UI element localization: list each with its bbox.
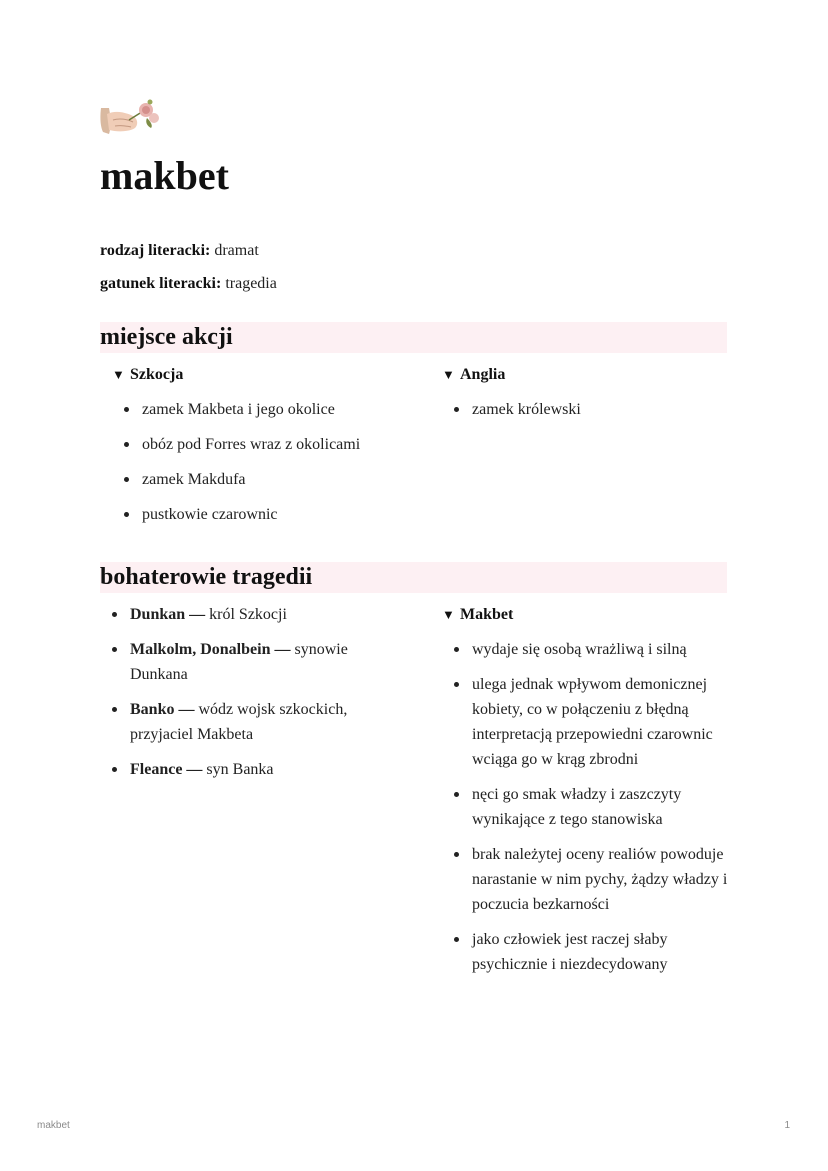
list-item: zamek Makbeta i jego okolice <box>112 397 412 422</box>
list-item: wydaje się osobą wrażliwą i silną <box>442 637 732 662</box>
toggle-block-england <box>442 362 732 422</box>
toggle-block-scotland <box>112 362 412 527</box>
character-name: Malkolm, Donalbein — <box>130 641 291 658</box>
footer-title: makbet <box>37 1120 70 1131</box>
list-macbeth-traits <box>442 637 732 977</box>
list-item: brak należytej oceny realiów powoduje narastanie w nim pychy, żądzy władzy i poczucia bezkarności <box>442 842 732 917</box>
toggle-block-macbeth <box>442 602 732 977</box>
section-heading-characters: bohaterowie tragedii <box>100 562 727 593</box>
list-item: zamek królewski <box>442 397 732 422</box>
toggle-macbeth[interactable] <box>442 602 732 627</box>
character-name: Fleance — <box>130 761 203 778</box>
property-genre-type <box>100 241 259 261</box>
list-item: zamek Makdufa <box>112 467 412 492</box>
list-item: pustkowie czarownic <box>112 502 412 527</box>
toggle-england[interactable] <box>442 362 732 387</box>
page-number: 1 <box>784 1120 790 1131</box>
list-characters <box>100 602 390 782</box>
property-genre <box>100 274 277 294</box>
list-scotland-places <box>112 397 412 527</box>
character-desc: król Szkocji <box>209 606 287 623</box>
character-name: Banko — <box>130 701 195 718</box>
property-label: rodzaj literacki: <box>100 242 211 259</box>
toggle-label: Szkocja <box>130 366 184 383</box>
list-item <box>100 757 390 782</box>
list-item: obóz pod Forres wraz z okolicami <box>112 432 412 457</box>
toggle-scotland[interactable] <box>112 362 412 387</box>
section-heading-setting: miejsce akcji <box>100 322 727 353</box>
list-item: jako człowiek jest raczej słaby psychicznie i niezdecydowany <box>442 927 732 977</box>
toggle-label: Makbet <box>460 606 514 623</box>
list-england-places <box>442 397 732 422</box>
character-desc: wódz wojsk szkockich, przyjaciel Makbeta <box>130 701 348 743</box>
list-item <box>100 697 390 747</box>
list-item: ulega jednak wpływom demonicznej kobiety, co w połączeniu z błędną interpretacją przepowiedni czarownic wciąga go w krąg zbrodni <box>442 672 732 772</box>
property-label: gatunek literacki: <box>100 275 222 292</box>
character-name: Dunkan — <box>130 606 206 623</box>
character-desc: synowie Dunkana <box>130 641 348 683</box>
list-item <box>100 637 390 687</box>
list-item: nęci go smak władzy i zaszczyty wynikające z tego stanowiska <box>442 782 732 832</box>
page-title: makbet <box>100 153 229 198</box>
toggle-label: Anglia <box>460 366 506 383</box>
triangle-down-icon[interactable]: ▼ <box>442 367 455 382</box>
triangle-down-icon[interactable]: ▼ <box>442 607 455 622</box>
character-desc: syn Banka <box>206 761 274 778</box>
triangle-down-icon[interactable]: ▼ <box>112 367 125 382</box>
property-value: tragedia <box>225 275 277 292</box>
characters-list-column <box>100 602 390 782</box>
list-item <box>100 602 390 627</box>
hand-holding-rose-icon <box>99 98 159 138</box>
property-value: dramat <box>214 242 259 259</box>
